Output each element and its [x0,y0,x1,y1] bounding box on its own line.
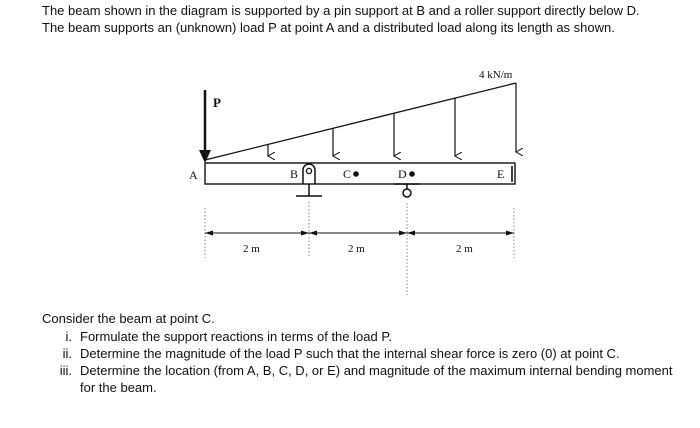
point-c-label: C [343,167,352,181]
question-intro: Consider the beam at point C. [42,311,215,326]
point-load-arrowhead [199,150,211,163]
question-text: Determine the magnitude of the load P such that the internal shear force is zero (0) at point C. [80,346,620,361]
question-number: i. [65,329,72,344]
distributed-load-label: 4 kN/m [479,69,513,81]
distributed-load [205,83,516,160]
question-item [42,345,682,362]
question-item [42,362,682,396]
problem-intro-line-1: The beam shown in the diagram is supported by a pin support at B and a roller support directly below D. [42,3,640,18]
question-number: iii. [59,363,72,378]
question-text: Determine the location (from A, B, C, D, or E) and magnitude of the maximum internal bending moment for the beam. [80,363,673,395]
point-d-label: D [398,167,407,181]
dimension-bd-label: 2 m [348,243,365,255]
point-e-label: E [497,167,505,181]
question-text: Formulate the support reactions in terms of the load P. [80,329,392,344]
pin-icon [306,168,311,173]
point-b-label: B [290,167,299,181]
dimension-line [205,231,514,236]
dimension-ab-label: 2 m [243,243,260,255]
question-number: ii. [62,346,72,361]
roller-icon [403,189,411,197]
point-d-dot [409,171,415,177]
question-block [42,310,682,396]
load-envelope-line [205,83,516,160]
roller-support-d [394,184,420,197]
point-a-label: A [189,168,198,182]
point-c-dot [353,171,359,177]
question-list [42,328,682,396]
question-item [42,328,682,345]
beam [205,163,515,184]
point-load-p [199,90,211,163]
load-p-label: P [213,95,221,110]
dimension-de-label: 2 m [456,243,473,255]
problem-intro-line-2: The beam supports an (unknown) load P at point A and a distributed load along its length as shown. [42,20,615,35]
